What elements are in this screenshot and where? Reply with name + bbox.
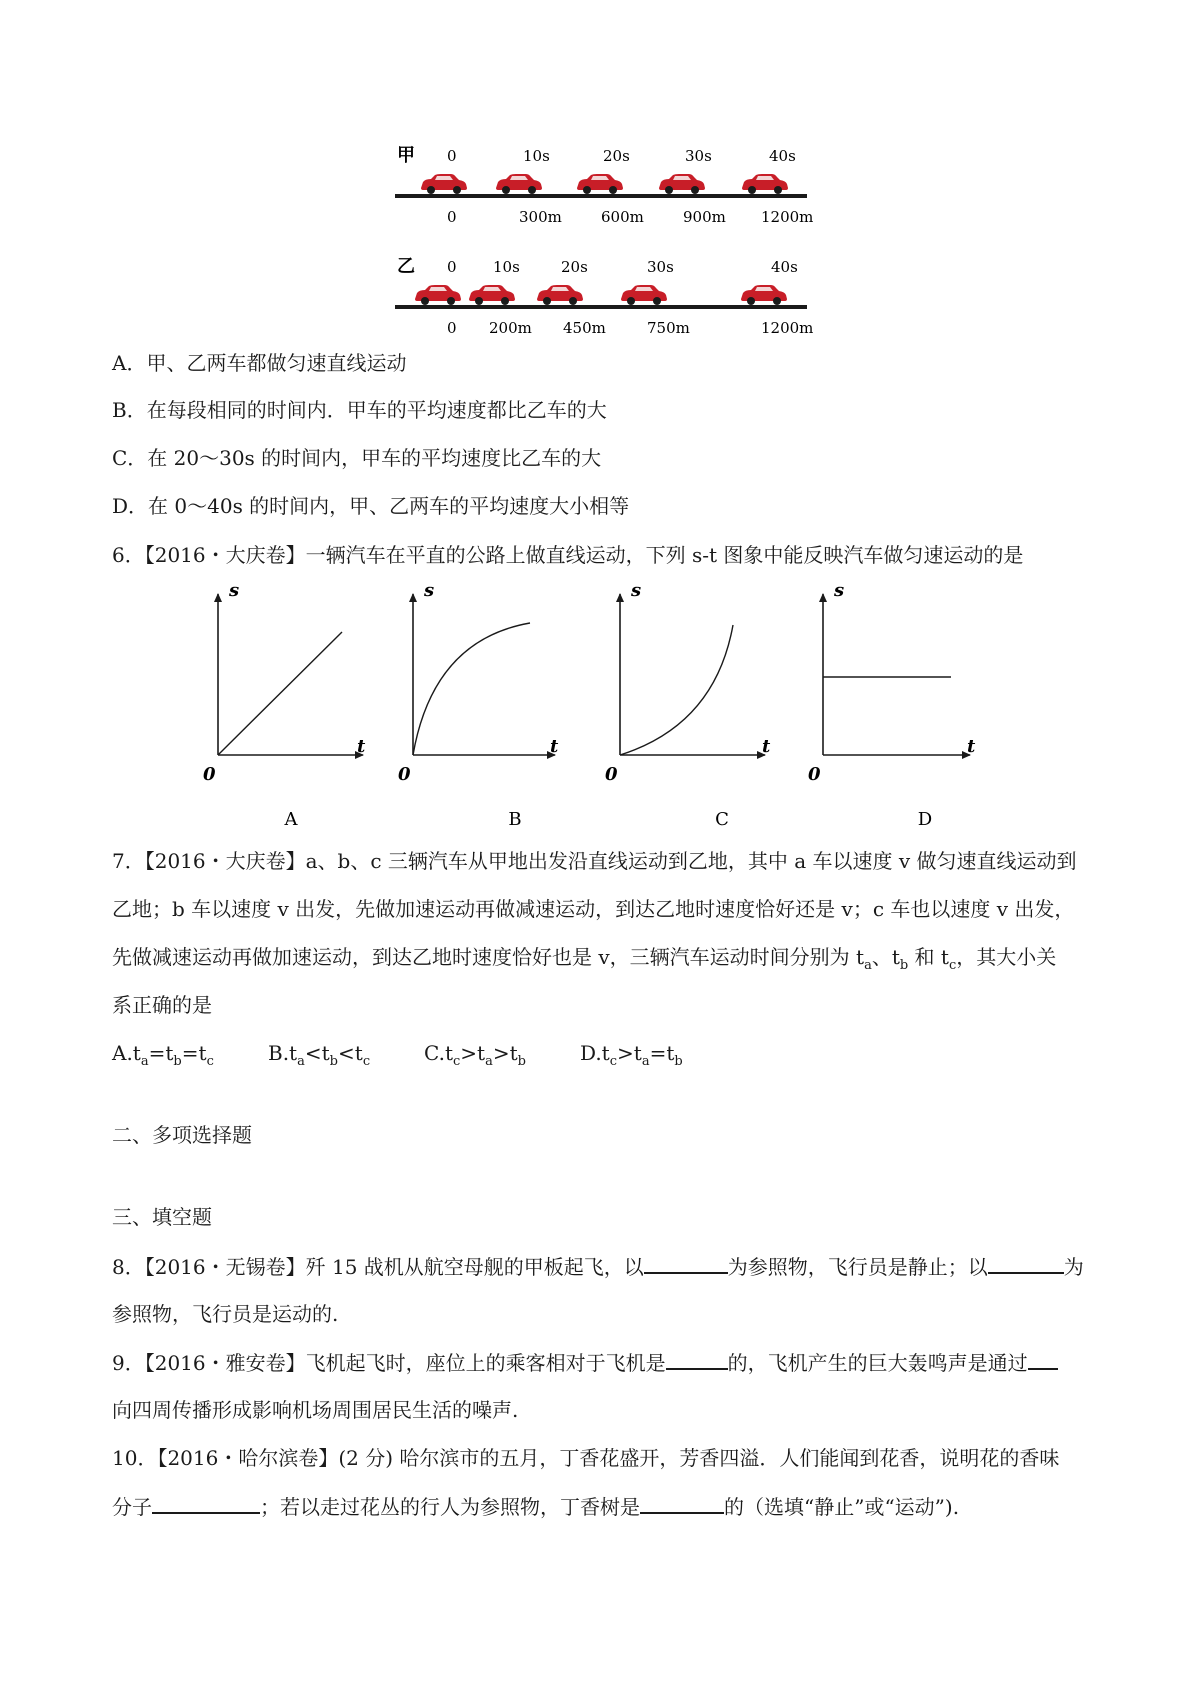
q7-option-c: $C.t_c>t_a>t_b$ (424, 1041, 526, 1069)
answer-blank[interactable] (666, 1348, 728, 1370)
q5-option-a: A．甲、乙两车都做匀速直线运动 (112, 351, 407, 375)
curve-accelerating (620, 625, 733, 755)
curve-decelerating (413, 623, 530, 755)
section-fill-blank: 三、填空题 (112, 1205, 212, 1229)
q7-option-d: $D.t_c>t_a=t_b$ (580, 1041, 683, 1069)
axis-y-label: s (229, 580, 240, 601)
axis-y-label: s (631, 580, 642, 601)
q7-line-4: 系正确的是 (112, 993, 212, 1017)
q7-option-a: $A.t_a=t_b=t_c$ (112, 1041, 214, 1069)
origin-label: 0 (808, 764, 821, 785)
car-icon (496, 174, 542, 194)
distance-label: 600m (601, 208, 644, 226)
row-label-yi: 乙 (397, 256, 415, 277)
car-icon (415, 285, 461, 305)
q7-line-3: 先做减速运动再做加速运动，到达乙地时速度恰好也是 v，三辆汽车运动时间分别为 $t_a$、$t_b$ 和 $t_c$，其大小关 (112, 945, 1057, 973)
axis-y-label: s (834, 580, 845, 601)
car-icon (741, 285, 787, 305)
axis-y-label: s (424, 580, 435, 601)
distance-label: 450m (563, 319, 606, 337)
time-label: 40s (769, 147, 796, 165)
axis-x-label: t (762, 736, 771, 757)
curve-linear (218, 632, 342, 755)
distance-label: 750m (647, 319, 690, 337)
q8-line-1: 8．【2016・无锡卷】歼 15 战机从航空母舰的甲板起飞，以 为参照物，飞行员是静止；以 为 (112, 1252, 1084, 1281)
origin-label: 0 (398, 764, 411, 785)
car-icon (537, 285, 583, 305)
origin-label: 0 (605, 764, 618, 785)
q7-option-b: $B.t_a<t_b<t_c$ (268, 1041, 371, 1069)
st-graph-c (605, 580, 771, 830)
q7-line-1: 7．【2016・大庆卷】a、b、c 三辆汽车从甲地出发沿直线运动到乙地，其中 a 车以速度 v 做匀速直线运动到 (112, 849, 1077, 873)
car-motion-figure (395, 142, 825, 342)
distance-label: 0 (447, 319, 457, 337)
car-icon (621, 285, 667, 305)
graph-label-c: C (715, 809, 729, 830)
q10-line-2: 分子 ；若以走过花丛的行人为参照物，丁香树是 的（选填“静止”或“运动”). (112, 1492, 959, 1521)
distance-label: 900m (683, 208, 726, 226)
time-label: 20s (561, 258, 588, 276)
q5-option-b: B．在每段相同的时间内．甲车的平均速度都比乙车的大 (112, 398, 607, 422)
origin-label: 0 (203, 764, 216, 785)
axis-x-label: t (357, 736, 366, 757)
graph-label-b: B (508, 809, 522, 830)
graph-label-d: D (917, 809, 933, 830)
q9-line-1: 9．【2016・雅安卷】飞机起飞时，座位上的乘客相对于飞机是 的，飞机产生的巨大轰鸣声是通过 (112, 1348, 1058, 1377)
axis-x-label: t (967, 736, 976, 757)
time-label: 30s (685, 147, 712, 165)
car-row-jia (395, 145, 813, 226)
q7-line-2: 乙地；b 车以速度 v 出发，先做加速运动再做减速运动，到达乙地时速度恰好还是 v；c 车也以速度 v 出发， (112, 897, 1075, 921)
q5-option-d: D．在 0～40s 的时间内，甲、乙两车的平均速度大小相等 (112, 494, 630, 518)
distance-label: 200m (489, 319, 532, 337)
time-label: 10s (493, 258, 520, 276)
st-graph-a (203, 580, 366, 830)
car-icon (421, 174, 467, 194)
car-icon (659, 174, 705, 194)
distance-label: 1200m (761, 208, 814, 226)
time-label: 0 (447, 147, 457, 165)
q5-option-c: C．在 20～30s 的时间内，甲车的平均速度比乙车的大 (112, 446, 602, 470)
time-label: 20s (603, 147, 630, 165)
st-graph-b (398, 580, 559, 830)
answer-blank[interactable] (988, 1252, 1064, 1274)
st-graphs-figure (185, 580, 1025, 835)
time-label: 10s (523, 147, 550, 165)
road-line (395, 194, 807, 198)
distance-label: 300m (519, 208, 562, 226)
answer-blank[interactable] (1028, 1348, 1058, 1370)
road-line (395, 305, 807, 309)
car-icon (469, 285, 515, 305)
row-label-jia: 甲 (397, 145, 415, 166)
axis-x-label: t (550, 736, 559, 757)
section-multi-choice: 二、多项选择题 (112, 1123, 252, 1147)
time-label: 40s (771, 258, 798, 276)
distance-label: 1200m (761, 319, 814, 337)
q8-line-2: 参照物，飞行员是运动的. (112, 1302, 339, 1326)
q6-stem: 6．【2016・大庆卷】一辆汽车在平直的公路上做直线运动，下列 s-t 图象中能反映汽车做匀速运动的是 (112, 543, 1024, 567)
q9-line-2: 向四周传播形成影响机场周围居民生活的噪声. (112, 1398, 519, 1422)
time-label: 0 (447, 258, 457, 276)
answer-blank[interactable] (640, 1492, 724, 1514)
st-graph-d (808, 580, 976, 830)
distance-label: 0 (447, 208, 457, 226)
time-label: 30s (647, 258, 674, 276)
answer-blank[interactable] (644, 1252, 728, 1274)
car-icon (577, 174, 623, 194)
graph-label-a: A (284, 809, 298, 830)
answer-blank[interactable] (152, 1492, 260, 1514)
q10-line-1: 10．【2016・哈尔滨卷】(2 分) 哈尔滨市的五月，丁香花盛开，芳香四溢．人们能闻到花香，说明花的香味 (112, 1446, 1060, 1470)
car-row-yi (395, 256, 813, 337)
car-icon (742, 174, 788, 194)
